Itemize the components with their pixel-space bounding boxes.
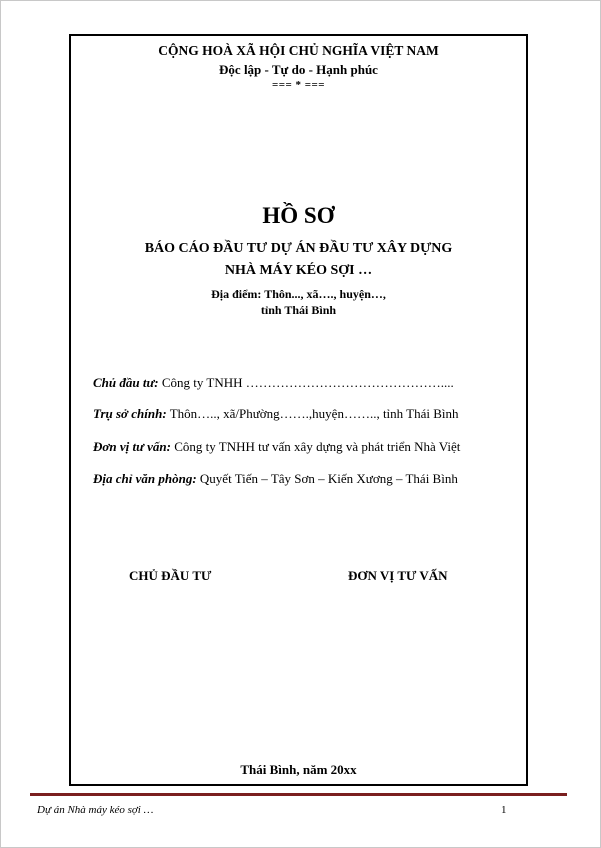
consultant-signature-label: ĐƠN VỊ TƯ VẤN	[348, 568, 448, 583]
header-separator: === * ===	[271, 79, 326, 91]
headquarters-label: Trụ sở chính:	[93, 406, 167, 421]
office-address-value: Quyết Tiến – Tây Sơn – Kiến Xương – Thái Bình	[196, 471, 458, 486]
office-address-label: Địa chỉ văn phòng:	[93, 471, 197, 486]
page-number: 1	[501, 804, 507, 816]
investor-signature-label: CHỦ ĐẦU TƯ	[129, 568, 212, 583]
consultant-row	[93, 439, 460, 455]
motto: Độc lập - Tự do - Hạnh phúc	[219, 62, 378, 77]
nation-heading: CỘNG HOÀ XÃ HỘI CHỦ NGHĨA VIỆT NAM	[158, 43, 439, 58]
document-title: HỒ SƠ	[262, 203, 335, 228]
headquarters-value: Thôn….., xã/Phường…….,huyện…….., tỉnh Thái Bình	[166, 406, 459, 421]
investor-label: Chủ đầu tư:	[93, 375, 159, 390]
location-line2: tỉnh Thái Bình	[260, 303, 337, 317]
footer-project-name: Dự án Nhà máy kéo sợi …	[37, 804, 154, 816]
report-subtitle-line1: BÁO CÁO ĐẦU TƯ DỰ ÁN ĐẦU TƯ XÂY DỰNG	[144, 241, 453, 256]
investor-value: Công ty TNHH ………………………………………....	[158, 375, 454, 390]
footer-rule	[30, 793, 567, 796]
headquarters-row	[93, 406, 459, 422]
location-line1: Địa điểm: Thôn..., xã…., huyện…,	[211, 287, 386, 301]
consultant-value: Công ty TNHH tư vấn xây dựng và phát triển Nhà Việt	[170, 439, 461, 454]
consultant-label: Đơn vị tư vấn:	[93, 439, 171, 454]
place-date: Thái Bình, năm 20xx	[240, 762, 357, 777]
investor-row	[93, 375, 454, 391]
report-subtitle-line2: NHÀ MÁY KÉO SỢI …	[224, 263, 373, 278]
office-address-row	[93, 471, 458, 487]
